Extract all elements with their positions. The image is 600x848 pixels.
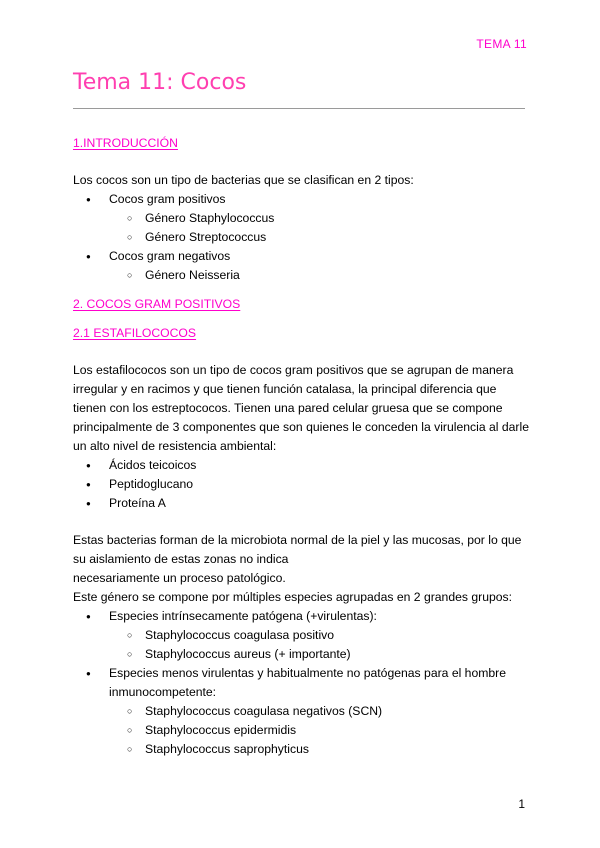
- section-heading-gram-positivos: 2. COCOS GRAM POSITIVOS: [73, 297, 241, 311]
- list-subitem: ○ Staphylococcus saprophyticus: [73, 740, 533, 759]
- list-item: ● Ácidos teicoicos: [73, 456, 533, 475]
- paragraph-line: Los estafilococos son un tipo de cocos gram positivos que se agrupan de manera: [73, 363, 514, 377]
- paragraph-line: tienen con los estreptococos. Tienen una pared celular gruesa que se compone: [73, 401, 503, 415]
- header-topic-label: TEMA 11: [476, 37, 527, 51]
- paragraph-line: Este género se compone por múltiples especies agrupadas en 2 grandes grupos:: [73, 590, 513, 604]
- paragraph-line: necesariamente un proceso patológico.: [73, 571, 286, 585]
- estafilococos-paragraph-1: [73, 361, 533, 456]
- list-item-line: inmunocompetente:: [109, 685, 217, 699]
- list-subitem: ○ Staphylococcus epidermidis: [73, 721, 533, 740]
- bacteria-type-list: [73, 190, 533, 285]
- list-subitem: ○ Género Neisseria: [73, 266, 533, 285]
- title-divider: [73, 108, 525, 109]
- section-heading-introduccion: 1.INTRODUCCIÓN: [73, 136, 178, 150]
- section-heading-estafilococos: 2.1 ESTAFILOCOCOS: [73, 326, 197, 340]
- list-subitem: ○ Género Streptococcus: [73, 228, 533, 247]
- list-item: ● Cocos gram negativos: [73, 247, 533, 266]
- paragraph-line: irregular y en racimos y que tienen función catalasa, la principal diferencia que: [73, 382, 497, 396]
- list-item-line: ● Especies menos virulentas y habitualmente no patógenas para el hombre: [109, 666, 507, 680]
- list-item: ● Proteína A: [73, 494, 533, 513]
- paragraph-line: principalmente de 3 componentes que son quienes le conceden la virulencia al darle: [73, 420, 529, 434]
- paragraph-line: Estas bacterias forman de la microbiota normal de la piel y las mucosas, por lo que: [73, 533, 522, 547]
- page-title: Tema 11: Cocos: [73, 70, 247, 95]
- list-subitem: ○ Staphylococcus aureus (+ importante): [73, 645, 533, 664]
- list-subitem: ○ Género Staphylococcus: [73, 209, 533, 228]
- estafilococos-paragraph-2: [73, 531, 533, 607]
- page-number: 1: [518, 797, 525, 811]
- paragraph-line: un alto nivel de resistencia ambiental:: [73, 439, 277, 453]
- list-subitem: ○ Staphylococcus coagulasa positivo: [73, 626, 533, 645]
- document-body: [73, 134, 533, 759]
- list-item: ● Peptidoglucano: [73, 475, 533, 494]
- list-item: [73, 664, 533, 702]
- list-item: ● Especies intrínsecamente patógena (+virulentas):: [73, 607, 533, 626]
- paragraph-line: su aislamiento de estas zonas no indica: [73, 552, 289, 566]
- cell-wall-components-list: [73, 456, 533, 513]
- species-groups-list: [73, 607, 533, 759]
- intro-paragraph: Los cocos son un tipo de bacterias que se clasifican en 2 tipos:: [73, 173, 414, 187]
- list-item: ● Cocos gram positivos: [73, 190, 533, 209]
- list-subitem: ○ Staphylococcus coagulasa negativos (SCN): [73, 702, 533, 721]
